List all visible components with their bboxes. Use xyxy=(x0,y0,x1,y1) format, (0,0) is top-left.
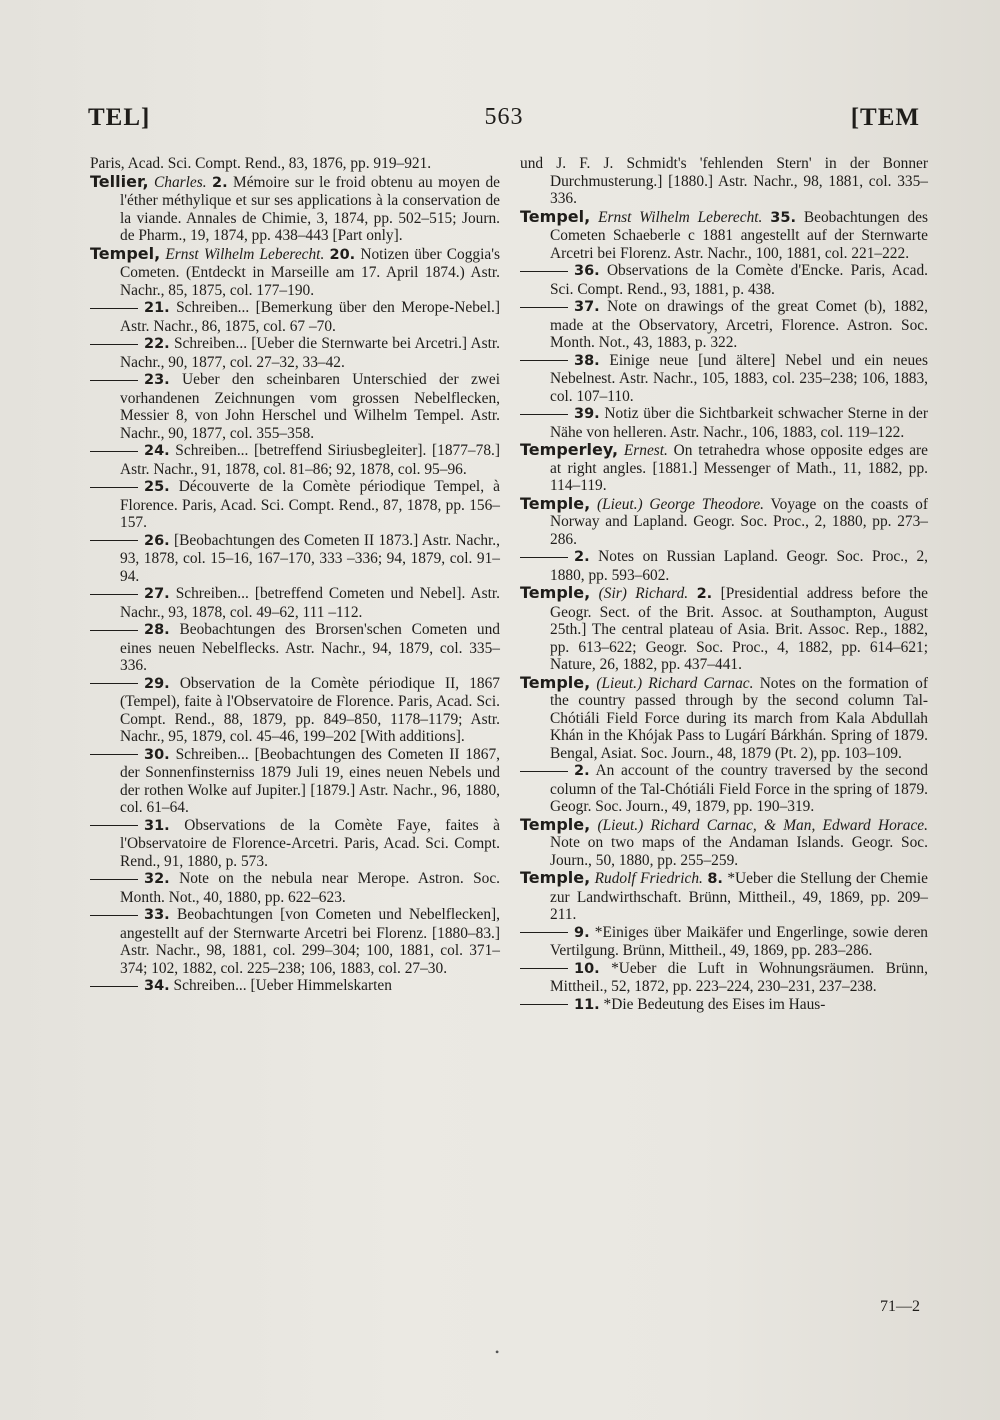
entry-number: 22. xyxy=(144,336,170,352)
bibliography-entry xyxy=(90,870,500,906)
entry-given-name: (Lieut.) Richard Carnac, & Man, Edward Horace. xyxy=(597,816,928,834)
ditto-dash xyxy=(90,308,138,309)
bibliography-entry xyxy=(90,371,500,442)
entry-text: Découverte de la Comète périodique Tempel, à Florence. Paris, Acad. Sci. Compt. Rend., 87, 1878, pp. 156–157. xyxy=(120,478,500,531)
page-number: 563 xyxy=(484,104,524,130)
signature-mark: 71—2 xyxy=(880,1298,920,1315)
entry-number: 9. xyxy=(574,924,590,941)
bibliography-entry xyxy=(520,495,928,549)
entry-author: Tempel, xyxy=(90,243,161,263)
header-left: TEL] xyxy=(88,104,151,131)
entry-given-name: Ernst Wilhelm Leberecht. xyxy=(165,245,325,263)
bibliography-entry xyxy=(520,155,928,208)
bibliography-entry xyxy=(520,816,928,870)
entry-text: Voyage on the coasts of Norway and Lapland. Geogr. Soc. Proc., 2, 1880, pp. 273–286. xyxy=(550,495,928,548)
bibliography-entry xyxy=(90,299,500,335)
ditto-dash xyxy=(520,307,568,308)
entry-number: 2. xyxy=(696,586,713,602)
entry-text: Mémoire sur le froid obtenu au moyen de l'éther méthylique et sur ses applications à la conservation de la viande. Annales de Chimie, 3, 1874, pp. 502–515; Journ. de Pharm., 19, 1874, pp. 438–443 [Part only]. xyxy=(120,173,500,244)
ditto-dash xyxy=(90,825,138,826)
entry-number: 24. xyxy=(144,443,170,459)
bibliography-entry xyxy=(90,245,500,300)
entry-text: Einige neue [und ältere] Nebel und ein neues Nebelnest. Astr. Nachr., 105, 1883, col. 235–238; 106, 1883, col. 107–110. xyxy=(550,351,928,405)
entry-number: 34. xyxy=(144,978,170,994)
ditto-dash xyxy=(90,630,138,631)
ditto-dash xyxy=(520,932,568,933)
ditto-dash xyxy=(90,540,138,541)
entry-author: Temple, xyxy=(520,583,591,602)
entry-text: Observations de la Comète Faye, faites à l'Observatoire de Florence-Arcetri. Paris, Acad. Sci. Compt. Rend., 91, 1880, p. 573. xyxy=(120,816,500,870)
entry-text: Notes on Russian Lapland. Geogr. Soc. Proc., 2, 1880, pp. 593–602. xyxy=(550,548,928,584)
ditto-dash xyxy=(520,968,568,969)
entry-number: 27. xyxy=(144,586,170,602)
entry-number: 25. xyxy=(144,479,170,495)
bibliography-entry xyxy=(90,977,500,996)
entry-number: 8. xyxy=(707,871,723,887)
entry-number: 35. xyxy=(770,209,796,226)
entry-number: 38. xyxy=(574,352,600,369)
entry-number: 26. xyxy=(144,532,170,549)
entry-text: Schreiben... [betreffend Siriusbegleiter]. [1877–78.] Astr. Nachr., 91, 1878, col. 81–86; 92, 1878, col. 95–96. xyxy=(120,442,500,478)
entry-number: 30. xyxy=(144,746,170,763)
entry-author: Tellier, xyxy=(90,171,149,191)
entry-text: *Einiges über Maikäfer und Engerlinge, sowie deren Vertilgung. Brünn, Mittheil., 49, 1869, pp. 283–286. xyxy=(550,923,928,959)
entry-number: 10. xyxy=(574,960,600,977)
bibliography-entry xyxy=(520,674,928,763)
ditto-dash xyxy=(90,451,138,452)
ditto-dash xyxy=(90,380,138,381)
entry-number: 2. xyxy=(574,763,590,779)
bibliography-entry xyxy=(520,352,928,406)
entry-number: 20. xyxy=(329,246,356,263)
bibliography-entry xyxy=(90,585,500,621)
entry-author: Temple, xyxy=(520,493,591,513)
entry-number: 23. xyxy=(144,372,170,388)
bibliography-entry xyxy=(520,441,928,495)
entry-text: Schreiben... [Beobachtungen des Cometen II 1867, der Sonnenfinsterniss 1879 Juli 19, eines neuen Nebels und der rothen Wolke auf Jupiter.] [1879.] Astr. Nachr., 96, 1880, col. 61–64. xyxy=(120,745,500,816)
entry-text: *Ueber die Stellung der Chemie zur Landwirthschaft. Brünn, Mittheil., 49, 1869, pp. 209–211. xyxy=(550,870,928,923)
bibliography-entry xyxy=(90,173,500,245)
bibliography-entry xyxy=(90,532,500,586)
entry-author: Temple, xyxy=(520,814,591,834)
entry-text: Notizen über Coggia's Cometen. (Entdeckt in Marseille am 17. April 1874.) Astr. Nachr., 85, 1875, col. 177–190. xyxy=(120,245,500,299)
entry-text: Note on drawings of the great Comet (b), 1882, made at the Observatory, Arcetri, Florence. Astron. Soc. Month. Not., 43, 1883, p. 322. xyxy=(550,298,928,351)
right-column xyxy=(520,155,928,1014)
ditto-dash xyxy=(520,360,568,361)
entry-number: 11. xyxy=(574,996,600,1013)
entry-author: Temperley, xyxy=(520,440,619,459)
entry-text: Notes on the formation of the country passed through by the second column Tal-Chótiáli Field Force during its march from Kala Abdullah Khán in the Khójak Pass to Lugárí Bárkhán. Spring of 1879. Bengal, Asiat. Soc. Journ., 48, 1879 (Pt. 2), pp. 103–109. xyxy=(550,674,928,762)
entry-text: Schreiben... [Ueber Himmelskarten xyxy=(173,977,392,994)
entry-text: Beobachtungen [von Cometen und Nebelflecken], angestellt auf der Sternwarte Arcetri bei Florenz. [1880–83.] Astr. Nachr., 98, 1881, col. 299–304; 100, 1881, col. 371–374; 102, 1882, col. 225–238; 106, 1883, col. 27–30. xyxy=(120,906,500,977)
bibliography-entry xyxy=(520,996,928,1015)
ditto-dash xyxy=(520,271,568,272)
bibliography-entry xyxy=(90,675,500,746)
entry-number: 28. xyxy=(144,622,170,638)
ditto-dash xyxy=(90,487,138,488)
ditto-dash xyxy=(90,915,138,916)
bibliography-entry xyxy=(90,335,500,371)
ditto-dash xyxy=(90,594,138,595)
entry-text: *Die Bedeutung des Eises im Haus- xyxy=(603,995,826,1013)
entry-text: Beobachtungen des Cometen Schaeberle c 1881 angestellt auf der Sternwarte Arcetri bei Florenz. Astr. Nachr., 100, 1881, col. 221–222. xyxy=(550,208,928,262)
running-header xyxy=(88,104,920,144)
bibliography-entry xyxy=(90,442,500,478)
entry-number: 37. xyxy=(574,299,600,315)
entry-number: 33. xyxy=(144,907,170,923)
entry-text: Schreiben... [Ueber die Sternwarte bei Arcetri.] Astr. Nachr., 90, 1877, col. 27–32, 33–42. xyxy=(120,335,500,371)
bibliography-entry xyxy=(520,405,928,441)
left-column xyxy=(90,155,500,996)
entry-given-name: Charles. xyxy=(153,173,207,191)
entry-given-name: (Lieut.) George Theodore. xyxy=(596,495,765,513)
entry-given-name: Rudolf Friedrich. xyxy=(594,870,703,887)
entry-text: [Beobachtungen des Cometen II 1873.] Astr. Nachr., 93, 1878, col. 15–16, 167–170, 333 –336; 94, 1879, col. 91–94. xyxy=(120,531,500,585)
entry-text: Observation de la Comète périodique II, 1867 (Tempel), faite à l'Observatoire de Florence. Paris, Acad. Sci. Compt. Rend., 88, 1879, pp. 849–850, 1178–1179; Astr. Nachr., 95, 1879, col. 45–46, 199–202 [With additions]. xyxy=(120,674,500,745)
entry-given-name: Ernest. xyxy=(623,442,668,459)
entry-number: 32. xyxy=(144,871,170,887)
entry-text: An account of the country traversed by the second column of the Tal-Chótiáli Field Force in the spring of 1879. Geogr. Soc. Journ., 49, 1879, pp. 190–319. xyxy=(550,762,928,815)
entry-number: 29. xyxy=(144,675,170,692)
entry-author: Temple, xyxy=(520,868,591,887)
entry-text: Schreiben... [betreffend Cometen und Nebel]. Astr. Nachr., 93, 1878, col. 49–62, 111 –112. xyxy=(120,585,500,621)
entry-text: Schreiben... [Bemerkung über den Merope-Nebel.] Astr. Nachr., 86, 1875, col. 67 –70. xyxy=(120,299,500,335)
entry-text: Beobachtungen des Brorsen'schen Cometen und eines neuen Nebelflecks. Astr. Nachr., 94, 1879, col. 335–336. xyxy=(120,621,500,674)
entry-given-name: (Sir) Richard. xyxy=(598,585,689,602)
entry-number: 21. xyxy=(144,300,170,316)
bibliography-entry xyxy=(520,762,928,816)
bibliography-entry xyxy=(90,478,500,532)
bibliography-entry xyxy=(90,906,500,977)
entry-text: Notiz über die Sichtbarkeit schwacher Sterne in der Nähe von helleren. Astr. Nachr., 106, 1883, col. 119–122. xyxy=(550,405,928,441)
entry-number: 36. xyxy=(574,263,600,279)
bibliography-entry xyxy=(90,746,500,817)
entry-text: und J. F. J. Schmidt's 'fehlenden Stern' in der Bonner Durchmusterung.] [1880.] Astr. Nachr., 98, 1881, col. 335–336. xyxy=(520,155,928,207)
entry-text: Ueber den scheinbaren Unterschied der zwei vorhandenen Zeichnungen vom grossen Nebelflecken, Messier 8, von John Herschel und Wilhelm Tempel. Astr. Nachr., 90, 1877, col. 355–358. xyxy=(120,371,500,442)
bibliography-entry xyxy=(520,869,928,924)
ditto-dash xyxy=(90,344,138,345)
ditto-dash xyxy=(520,1004,568,1005)
ditto-dash xyxy=(90,754,138,755)
entry-number: 2. xyxy=(574,549,590,565)
ditto-dash xyxy=(90,879,138,880)
ditto-dash xyxy=(520,557,568,558)
entry-given-name: (Lieut.) Richard Carnac. xyxy=(596,674,754,692)
header-right: [TEM xyxy=(850,104,920,131)
bibliography-entry xyxy=(520,298,928,352)
bibliography-entry xyxy=(90,155,500,173)
entry-number: 31. xyxy=(144,817,170,834)
ditto-dash xyxy=(90,683,138,684)
entry-text: *Ueber die Luft in Wohnungsräumen. Brünn, Mittheil., 52, 1872, pp. 223–224, 230–231, 237–238. xyxy=(550,959,928,995)
entry-text: [Presidential address before the Geogr. Sect. of the Brit. Assoc. at Southampton, August 25th.] The central plateau of Asia. Brit. Assoc. Rep., 1882, pp. 613–622; Geogr. Soc. Proc., 4, 1882, pp. 614–621; Nature, 26, 1882, pp. 437–441. xyxy=(550,585,928,673)
bibliography-entry xyxy=(90,621,500,675)
bottom-mark: • xyxy=(495,1345,500,1359)
ditto-dash xyxy=(520,771,568,772)
entry-text: Observations de la Comète d'Encke. Paris, Acad. Sci. Compt. Rend., 93, 1881, p. 438. xyxy=(550,262,928,298)
entry-number: 39. xyxy=(574,406,600,422)
bibliography-entry xyxy=(90,817,500,871)
bibliography-entry xyxy=(520,548,928,584)
bibliography-entry xyxy=(520,584,928,674)
bibliography-entry xyxy=(520,924,928,960)
entry-text: Note on the nebula near Merope. Astron. Soc. Month. Not., 40, 1880, pp. 622–623. xyxy=(120,870,500,906)
ditto-dash xyxy=(90,986,138,987)
bibliography-entry xyxy=(520,262,928,298)
entry-text: Note on two maps of the Andaman Islands. Geogr. Soc. Journ., 50, 1880, pp. 255–259. xyxy=(550,834,928,869)
ditto-dash xyxy=(520,414,568,415)
entry-text: On tetrahedra whose opposite edges are at right angles. [1881.] Messenger of Math., 11, 1882, pp. 114–119. xyxy=(550,442,928,494)
entry-given-name: Ernst Wilhelm Leberecht. xyxy=(598,208,763,226)
bibliography-entry xyxy=(520,960,928,996)
bibliography-entry xyxy=(520,208,928,263)
entry-text: Paris, Acad. Sci. Compt. Rend., 83, 1876, pp. 919–921. xyxy=(90,155,432,172)
entry-author: Temple, xyxy=(520,672,591,692)
entry-author: Tempel, xyxy=(520,206,591,226)
entry-number: 2. xyxy=(212,174,228,191)
